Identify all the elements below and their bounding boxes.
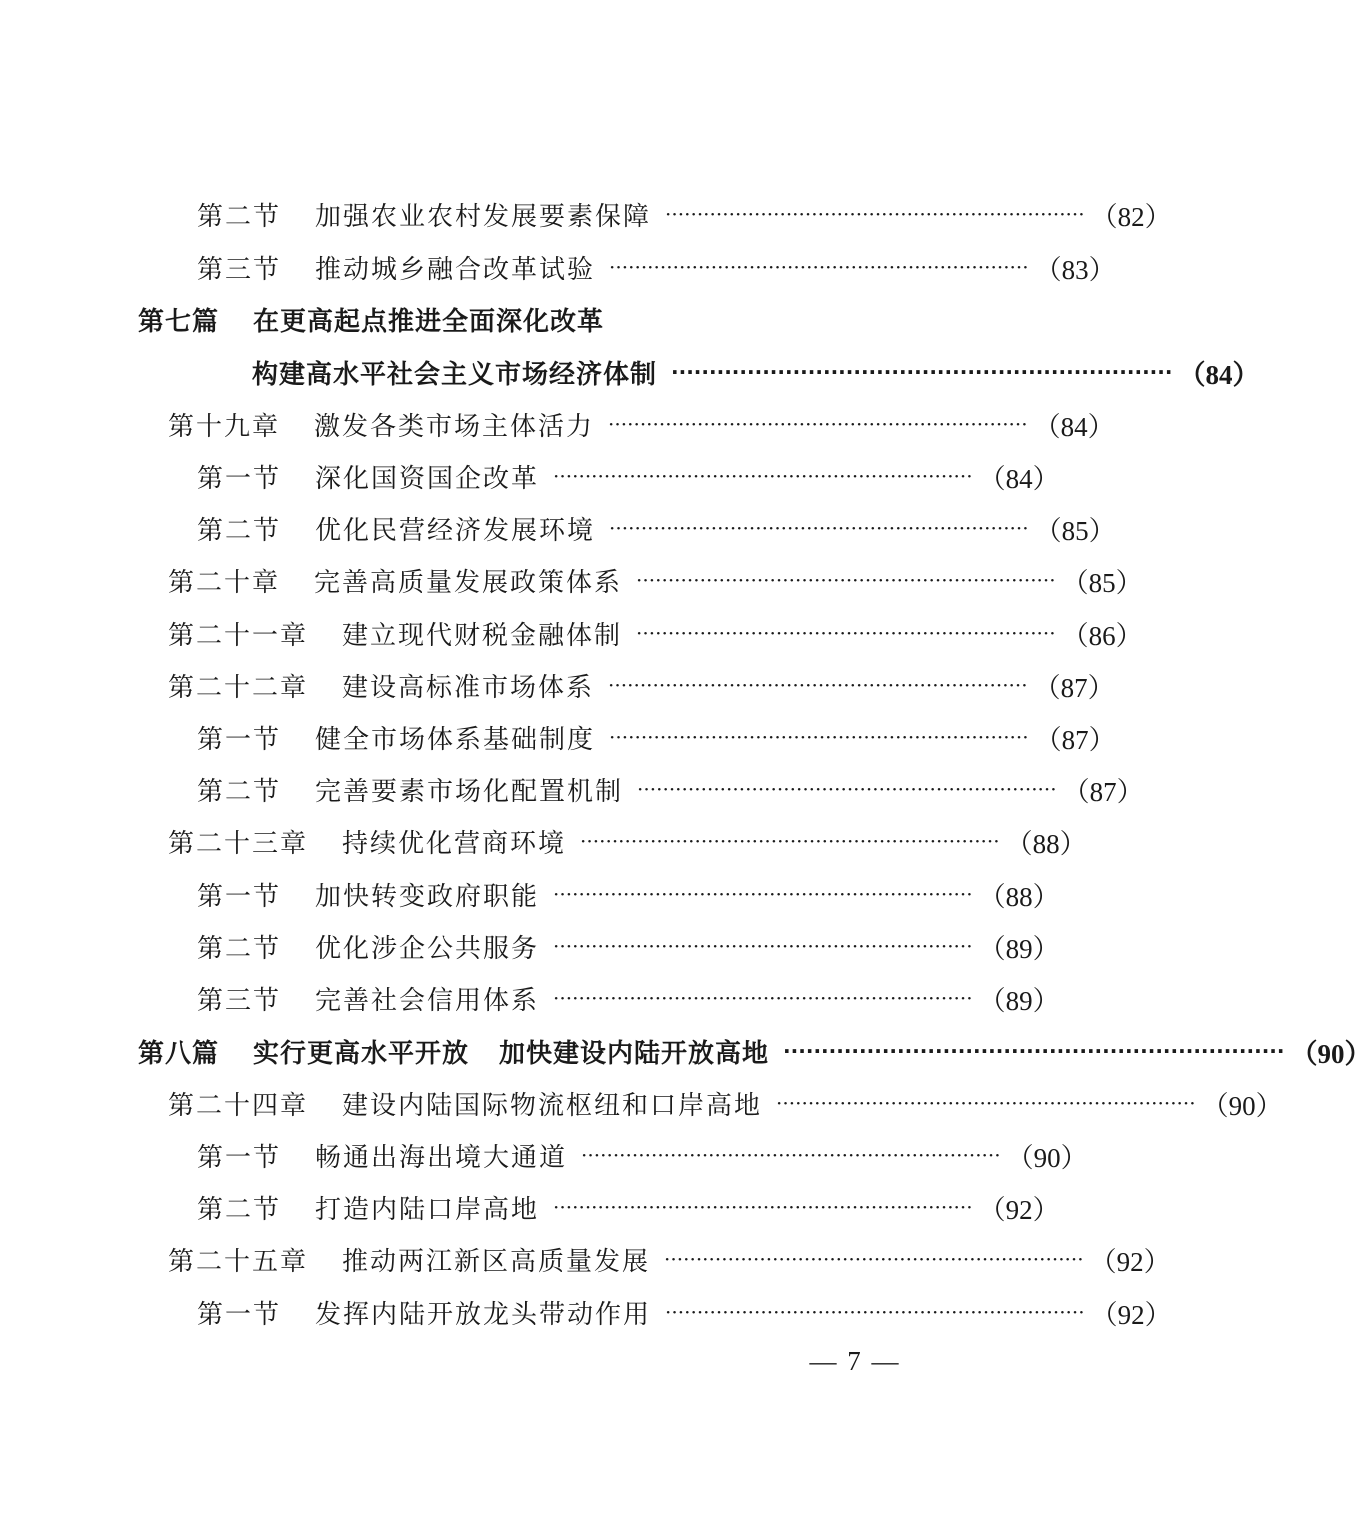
part-title-continued: 构建高水平社会主义市场经济体制 <box>252 359 658 390</box>
dot-leader: ·································································· <box>636 568 1056 592</box>
chapter-title: 持续优化营商环境 <box>342 828 567 859</box>
dot-leader: ·································································· <box>637 777 1057 801</box>
section-number: 第二节 <box>197 776 282 807</box>
toc-section[interactable] <box>197 456 1060 496</box>
dot-leader: ·································································· <box>608 673 1028 697</box>
dot-leader: ·································································· <box>580 829 1000 853</box>
part-number: 第八篇 <box>138 1038 220 1069</box>
toc-chapter[interactable] <box>168 665 1115 705</box>
dot-leader: ·································································· <box>553 934 973 958</box>
toc-chapter[interactable] <box>168 613 1143 653</box>
toc-chapter[interactable] <box>168 1083 1283 1123</box>
page-ref: （88） <box>1005 828 1087 859</box>
chapter-title: 完善高质量发展政策体系 <box>314 567 623 598</box>
toc-section[interactable] <box>197 717 1116 757</box>
chapter-title: 建设内陆国际物流枢纽和口岸高地 <box>342 1090 763 1121</box>
section-title: 完善社会信用体系 <box>315 985 540 1016</box>
page-ref: （83） <box>1034 254 1116 285</box>
part-title-b: 加快建设内陆开放高地 <box>499 1038 770 1069</box>
section-title: 加快转变政府职能 <box>315 881 540 912</box>
section-title: 打造内陆口岸高地 <box>315 1194 540 1225</box>
part-number: 第七篇 <box>138 306 220 337</box>
dot-leader: ·································································· <box>553 986 973 1010</box>
section-title: 健全市场体系基础制度 <box>315 724 596 755</box>
dot-leader: ·································································· <box>671 360 1173 384</box>
page-ref: （90） <box>1201 1090 1283 1121</box>
chapter-number: 第二十章 <box>168 567 281 598</box>
section-number: 第二节 <box>197 1194 282 1225</box>
section-number: 第一节 <box>197 1299 282 1330</box>
page-ref: （92） <box>1090 1299 1172 1330</box>
page-ref: （88） <box>978 881 1060 912</box>
dot-leader: ·································································· <box>608 412 1028 436</box>
toc-section[interactable] <box>197 926 1060 966</box>
page-ref: （84） <box>1178 359 1260 390</box>
page-ref: （86） <box>1061 620 1143 651</box>
dot-leader: ·································································· <box>665 202 1085 226</box>
section-title: 优化涉企公共服务 <box>315 933 540 964</box>
toc-chapter[interactable] <box>168 821 1087 861</box>
section-number: 第二节 <box>197 201 282 232</box>
dot-leader: ·································································· <box>553 1195 973 1219</box>
section-number: 第三节 <box>197 985 282 1016</box>
chapter-title: 激发各类市场主体活力 <box>314 411 595 442</box>
chapter-number: 第二十一章 <box>168 620 309 651</box>
section-number: 第一节 <box>197 463 282 494</box>
dot-leader: ·································································· <box>664 1247 1084 1271</box>
section-number: 第一节 <box>197 724 282 755</box>
toc-chapter[interactable] <box>168 404 1115 444</box>
page-ref: （87） <box>1033 672 1115 703</box>
toc-section[interactable] <box>197 769 1144 809</box>
page-ref: （92） <box>1089 1246 1171 1277</box>
section-title: 畅通出海出境大通道 <box>315 1142 568 1173</box>
chapter-number: 第二十五章 <box>168 1246 309 1277</box>
chapter-number: 第二十二章 <box>168 672 309 703</box>
chapter-number: 第二十三章 <box>168 828 309 859</box>
chapter-title: 建设高标准市场体系 <box>342 672 595 703</box>
chapter-title: 推动两江新区高质量发展 <box>342 1246 651 1277</box>
page-ref: （84） <box>978 463 1060 494</box>
dot-leader: ·································································· <box>609 516 1029 540</box>
toc-part-continuation[interactable] <box>252 352 1260 392</box>
toc-section[interactable] <box>197 1187 1060 1227</box>
toc-chapter[interactable] <box>168 560 1143 600</box>
page-ref: （92） <box>978 1194 1060 1225</box>
dot-leader: ·································································· <box>553 464 973 488</box>
section-title: 推动城乡融合改革试验 <box>315 254 596 285</box>
dot-leader: ·································································· <box>665 1300 1085 1324</box>
page-ref: （90） <box>1006 1142 1088 1173</box>
toc-section[interactable] <box>197 978 1060 1018</box>
section-number: 第一节 <box>197 1142 282 1173</box>
section-title: 完善要素市场化配置机制 <box>315 776 624 807</box>
toc-part[interactable] <box>138 1031 1372 1071</box>
part-title <box>253 1033 769 1070</box>
part-title-a: 实行更高水平开放 <box>253 1038 470 1069</box>
chapter-number: 第十九章 <box>168 411 281 442</box>
dot-leader: ·································································· <box>581 1143 1001 1167</box>
section-number: 第三节 <box>197 254 282 285</box>
dot-leader: ·································································· <box>609 725 1029 749</box>
section-title: 加强农业农村发展要素保障 <box>315 201 652 232</box>
part-title: 在更高起点推进全面深化改革 <box>253 306 605 337</box>
page-ref: （87） <box>1034 724 1116 755</box>
section-title: 发挥内陆开放龙头带动作用 <box>315 1299 652 1330</box>
section-title: 优化民营经济发展环境 <box>315 515 596 546</box>
toc-section[interactable] <box>197 1292 1172 1332</box>
page-number: — 7 — <box>809 1346 901 1376</box>
section-number: 第二节 <box>197 515 282 546</box>
toc-chapter[interactable] <box>168 1239 1171 1279</box>
page-ref: （85） <box>1061 567 1143 598</box>
page-ref: （89） <box>978 985 1060 1016</box>
toc-section[interactable] <box>197 247 1116 287</box>
page-ref: （90） <box>1290 1038 1372 1069</box>
toc-section[interactable] <box>197 194 1172 234</box>
page-ref: （85） <box>1034 515 1116 546</box>
page-ref: （89） <box>978 933 1060 964</box>
dot-leader: ·································································· <box>609 255 1029 279</box>
toc-section[interactable] <box>197 1135 1088 1175</box>
page-ref: （82） <box>1090 201 1172 232</box>
dot-leader: ·································································· <box>776 1091 1196 1115</box>
section-number: 第二节 <box>197 933 282 964</box>
dot-leader: ·································································· <box>783 1039 1285 1063</box>
toc-section[interactable] <box>197 508 1116 548</box>
chapter-title: 建立现代财税金融体制 <box>342 620 623 651</box>
section-number: 第一节 <box>197 881 282 912</box>
page-ref: （84） <box>1033 411 1115 442</box>
toc-part[interactable] <box>138 299 940 339</box>
dot-leader: ·································································· <box>636 621 1056 645</box>
chapter-number: 第二十四章 <box>168 1090 309 1121</box>
toc-section[interactable] <box>197 874 1060 914</box>
page-ref: （87） <box>1062 776 1144 807</box>
dot-leader: ·································································· <box>553 882 973 906</box>
section-title: 深化国资国企改革 <box>315 463 540 494</box>
